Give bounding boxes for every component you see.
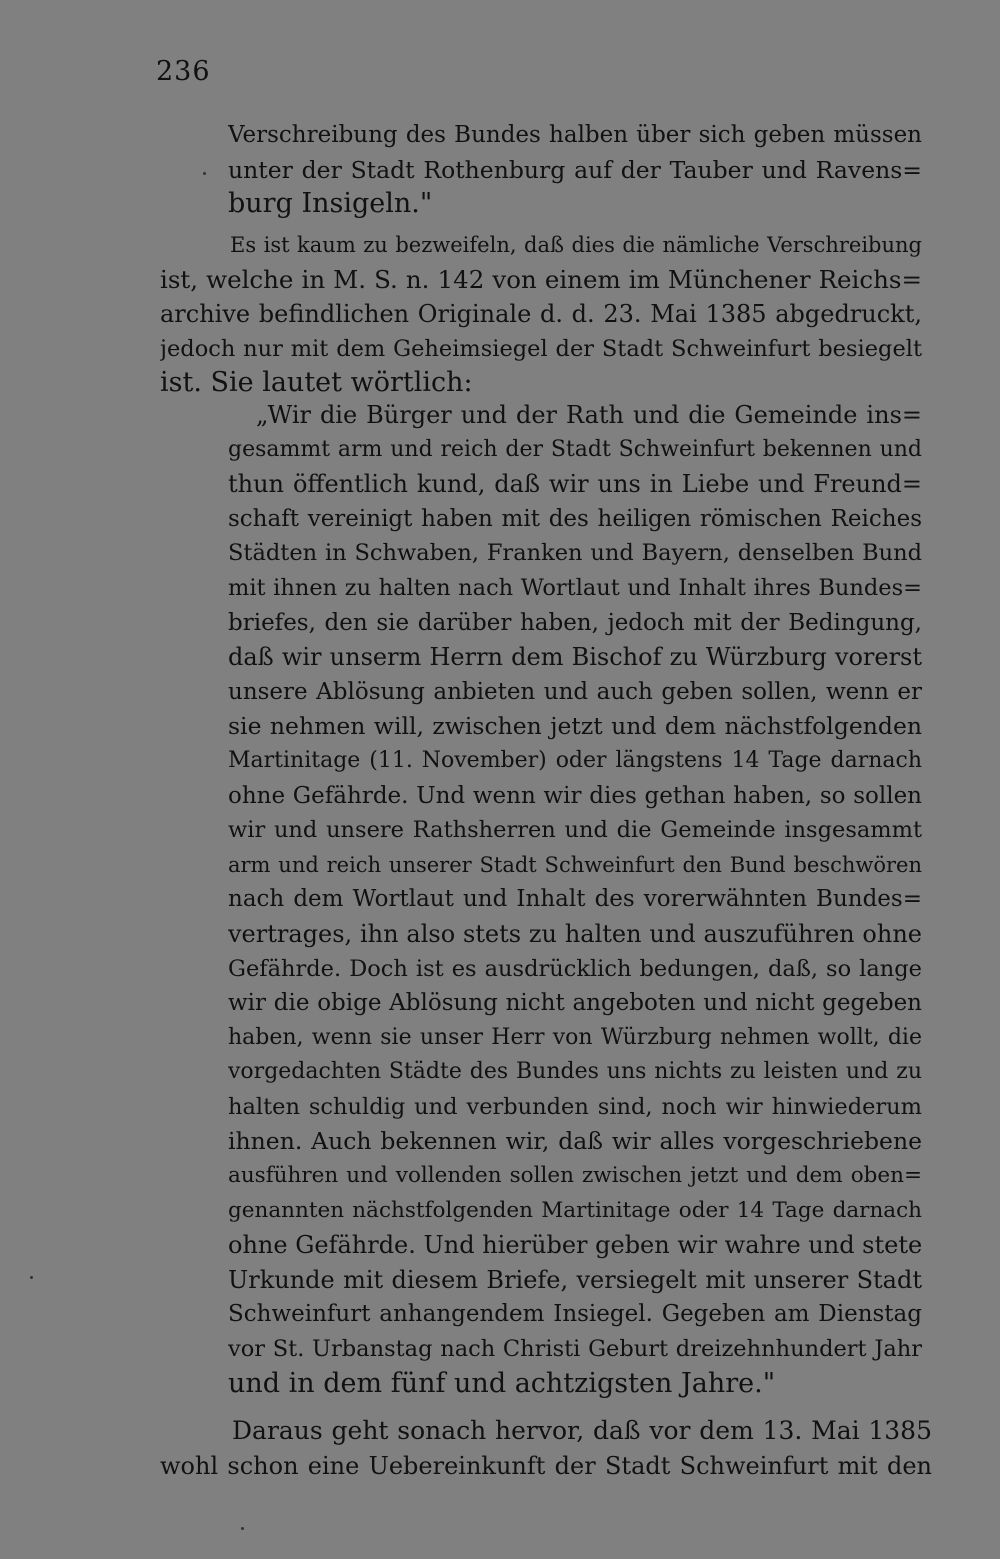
text-line: burg Insigeln."	[228, 188, 433, 220]
paragraph-4	[160, 1414, 932, 1483]
text-line: gesammt arm und reich der Stadt Schweinfurt bekennen und	[228, 436, 922, 462]
text-line: ist, welche in M. S. n. 142 von einem im Münchener Reichs=	[160, 264, 922, 294]
text-line: Es ist kaum zu bezweifeln, daß dies die nämliche Verschreibung	[230, 233, 922, 257]
paragraph-1	[228, 118, 922, 222]
text-line: nach dem Wortlaut und Inhalt des vorerwähnten Bundes=	[228, 886, 922, 913]
text-line: Gefährde. Doch ist es ausdrücklich bedungen, daß, so lange	[228, 955, 922, 982]
text-line: vertrages, ihn also stets zu halten und auszuführen ohne	[228, 919, 922, 948]
page-number: 236	[156, 56, 211, 87]
text-line: mit ihnen zu halten nach Wortlaut und Inhalt ihres Bundes=	[228, 574, 922, 601]
text-line: vorgedachten Städte des Bundes uns nichts zu leisten und zu	[228, 1059, 922, 1085]
quoted-charter	[228, 398, 922, 1401]
text-line: ohne Gefährde. Und wenn wir dies gethan haben, so sollen	[228, 782, 922, 809]
text-line: halten schuldig und verbunden sind, noch wir hinwiederum	[228, 1093, 922, 1120]
text-line: archive befindlichen Originale d. d. 23. Mai 1385 abgedruckt,	[160, 300, 922, 329]
text-line: „Wir die Bürger und der Rath und die Gemeinde ins=	[256, 401, 922, 429]
text-line: wohl schon eine Uebereinkunft der Stadt Schweinfurt mit den	[160, 1451, 932, 1480]
text-line: und in dem fünf und achtzigsten Jahre."	[228, 1367, 776, 1399]
scan-speck	[30, 1276, 33, 1279]
text-line: arm und reich unserer Stadt Schweinfurt den Bund beschwören	[228, 852, 922, 877]
text-line: Städten in Schwaben, Franken und Bayern, denselben Bund	[228, 540, 922, 567]
text-line: Verschreibung des Bundes halben über sich geben müssen	[228, 122, 922, 148]
text-line: ausführen und vollenden sollen zwischen jetzt und dem oben=	[228, 1163, 922, 1189]
text-line: Martinitage (11. November) oder längstens 14 Tage darnach	[228, 747, 922, 773]
paragraph-2	[160, 228, 922, 401]
text-line: wir die obige Ablösung nicht angeboten und nicht gegeben	[228, 990, 922, 1017]
scan-speck	[203, 172, 206, 175]
text-line: Urkunde mit diesem Briefe, versiegelt mit unserer Stadt	[228, 1265, 922, 1294]
text-line: unter der Stadt Rothenburg auf der Tauber und Ravens=	[228, 155, 922, 184]
text-line: unsere Ablösung anbieten und auch geben sollen, wenn er	[228, 678, 922, 705]
text-line: genannten nächstfolgenden Martinitage oder 14 Tage darnach	[228, 1197, 922, 1223]
text-line: ist. Sie lautet wörtlich:	[160, 367, 473, 399]
text-line: schaft vereinigt haben mit des heiligen römischen Reiches	[228, 505, 922, 532]
text-line: vor St. Urbanstag nach Christi Geburt dreizehnhundert Jahr	[228, 1336, 922, 1363]
text-line: sie nehmen will, zwischen jetzt und dem nächstfolgenden	[228, 712, 922, 741]
text-line: Schweinfurt anhangendem Insiegel. Gegeben am Dienstag	[228, 1301, 922, 1328]
text-line: Daraus geht sonach hervor, daß vor dem 13. Mai 1385	[232, 1416, 932, 1445]
text-line: daß wir unserm Herrn dem Bischof zu Würzburg vorerst	[228, 643, 922, 672]
text-line: briefes, den sie darüber haben, jedoch mit der Bedingung,	[228, 609, 922, 636]
scan-speck	[241, 1527, 244, 1530]
text-line: haben, wenn sie unser Herr von Würzburg nehmen wollt, die	[228, 1024, 922, 1050]
text-line: ohne Gefährde. Und hierüber geben wir wahre und stete	[228, 1231, 922, 1260]
text-line: jedoch nur mit dem Geheimsiegel der Stadt Schweinfurt besiegelt	[160, 335, 922, 362]
text-line: thun öffentlich kund, daß wir uns in Liebe und Freund=	[228, 470, 922, 499]
text-line: ihnen. Auch bekennen wir, daß wir alles vorgeschriebene	[228, 1127, 922, 1156]
text-line: wir und unsere Rathsherren und die Gemeinde insgesammt	[228, 817, 922, 844]
